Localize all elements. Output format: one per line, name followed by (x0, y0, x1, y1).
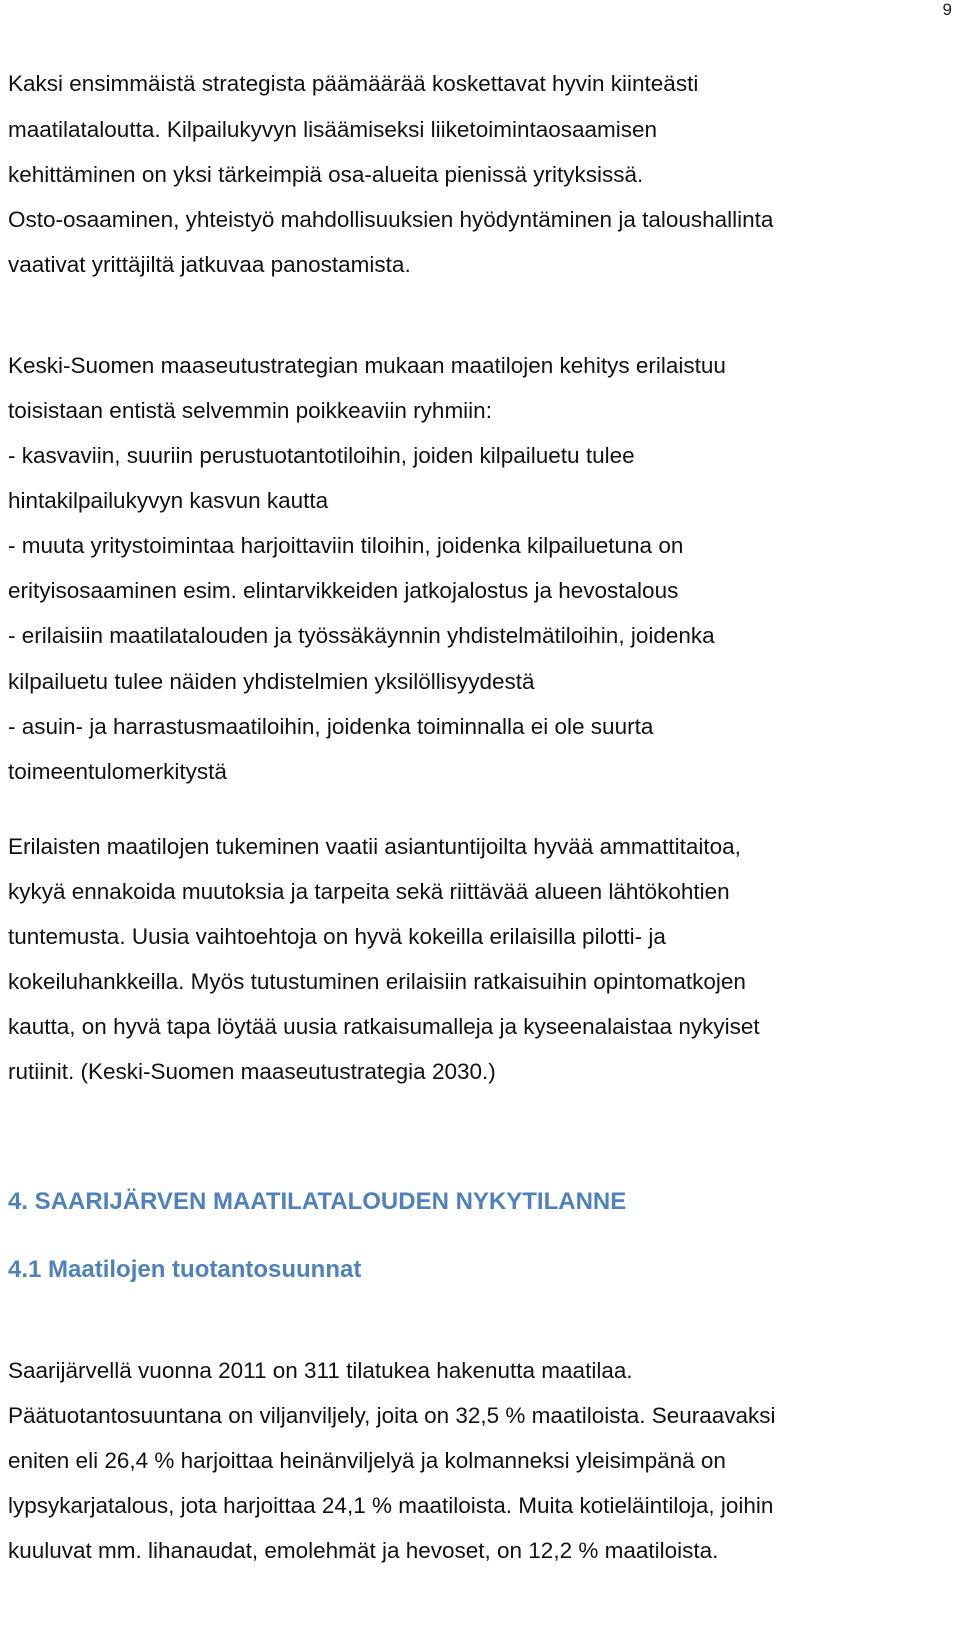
list-item-line: - kasvaviin, suuriin perustuotantotiloihin, joiden kilpailuetu tulee (8, 443, 635, 468)
chapter-heading: 4. SAARIJÄRVEN MAATILATALOUDEN NYKYTILANNE (8, 1188, 627, 1215)
paragraph-line: eniten eli 26,4 % harjoittaa heinänviljelyä ja kolmanneksi yleisimpänä on (8, 1448, 726, 1473)
list-item-line: toimeentulomerkitystä (8, 759, 227, 784)
list-item-line: - erilaisiin maatilatalouden ja työssäkäynnin yhdistelmätiloihin, joidenka (8, 623, 715, 648)
list-item-line: - asuin- ja harrastusmaatiloihin, joidenka toiminnalla ei ole suurta (8, 714, 654, 739)
paragraph-line: Päätuotantosuuntana on viljanviljely, joita on 32,5 % maatiloista. Seuraavaksi (8, 1403, 776, 1428)
paragraph-line: kuuluvat mm. lihanaudat, emolehmät ja hevoset, on 12,2 % maatiloista. (8, 1538, 719, 1563)
section-heading: 4.1 Maatilojen tuotantosuunnat (8, 1256, 362, 1283)
paragraph-line: kehittäminen on yksi tärkeimpiä osa-alueita pienissä yrityksissä. (8, 162, 644, 187)
paragraph-line: Saarijärvellä vuonna 2011 on 311 tilatukea hakenutta maatilaa. (8, 1358, 633, 1383)
paragraph-line: maatilataloutta. Kilpailukyvyn lisäämiseksi liiketoimintaosaamisen (8, 117, 658, 142)
list-item-line: erityisosaaminen esim. elintarvikkeiden jatkojalostus ja hevostalous (8, 578, 679, 603)
paragraph-line: Keski-Suomen maaseutustrategian mukaan maatilojen kehitys erilaistuu (8, 353, 726, 378)
list-item-line: kilpailuetu tulee näiden yhdistelmien yksilöllisyydestä (8, 669, 535, 694)
paragraph-line: tuntemusta. Uusia vaihtoehtoja on hyvä kokeilla erilaisilla pilotti- ja (8, 924, 666, 949)
paragraph-line: vaativat yrittäjiltä jatkuvaa panostamista. (8, 252, 411, 277)
paragraph-line: rutiinit. (Keski-Suomen maaseutustrategia 2030.) (8, 1059, 496, 1084)
paragraph-line: Kaksi ensimmäistä strategista päämäärää koskettavat hyvin kiinteästi (8, 71, 699, 96)
paragraph-line: Erilaisten maatilojen tukeminen vaatii asiantuntijoilta hyvää ammattitaitoa, (8, 834, 741, 859)
paragraph-line: kykyä ennakoida muutoksia ja tarpeita sekä riittävää alueen lähtökohtien (8, 879, 730, 904)
list-item-line: hintakilpailukyvyn kasvun kautta (8, 488, 329, 513)
page-number: 9 (942, 0, 952, 19)
paragraph-line: toisistaan entistä selvemmin poikkeaviin ryhmiin: (8, 398, 492, 423)
list-item-line: - muuta yritystoimintaa harjoittaviin tiloihin, joidenka kilpailuetuna on (8, 533, 684, 558)
paragraph-line: kautta, on hyvä tapa löytää uusia ratkaisumalleja ja kyseenalaistaa nykyiset (8, 1014, 760, 1039)
paragraph-line: kokeiluhankkeilla. Myös tutustuminen erilaisiin ratkaisuihin opintomatkojen (8, 969, 746, 994)
paragraph-line: lypsykarjatalous, jota harjoittaa 24,1 % maatiloista. Muita kotieläintiloja, joihin (8, 1493, 774, 1518)
paragraph-line: Osto-osaaminen, yhteistyö mahdollisuuksien hyödyntäminen ja taloushallinta (8, 207, 774, 232)
